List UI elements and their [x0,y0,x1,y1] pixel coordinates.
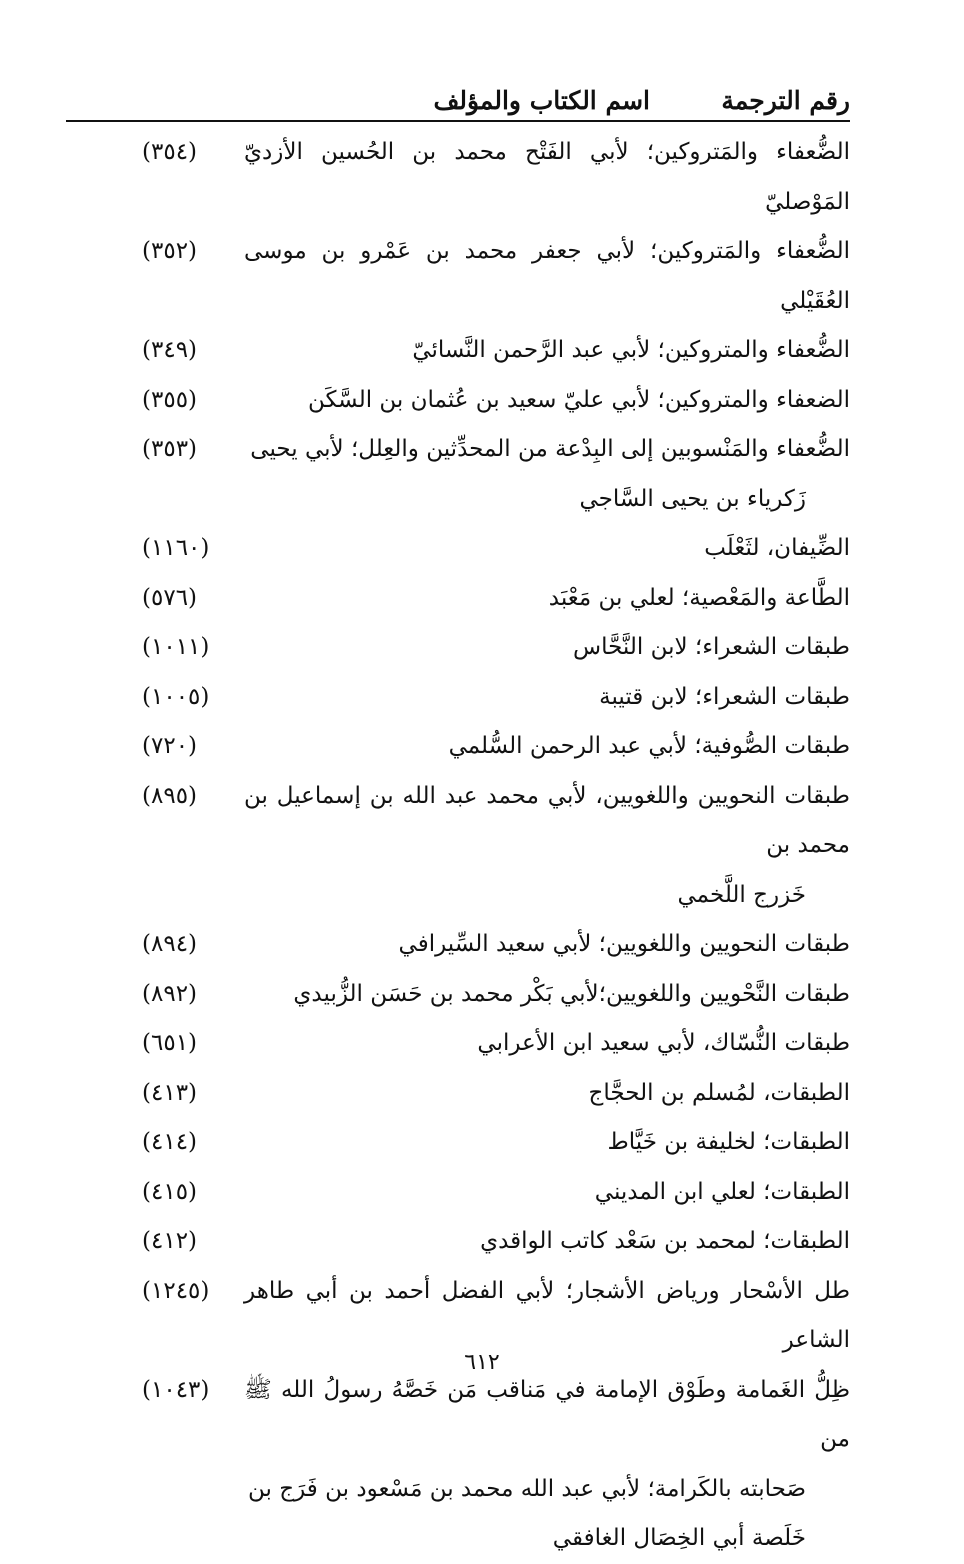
entry-number [142,920,252,970]
entry-title [244,1069,850,1119]
list-item [66,772,850,921]
entry-title-line: طبقات الصُّوفية؛ لأبي عبد الرحمن السُّلمي [448,733,850,759]
entry-number [142,227,252,277]
list-item [66,128,850,227]
entry-number [142,623,252,673]
entry-title [244,920,850,970]
entry-title [244,623,850,673]
entry-number [142,1168,252,1218]
entry-title [244,376,850,426]
list-item [66,1069,850,1119]
entry-title [244,970,850,1020]
entry-number-text: (١٠٠٥) [142,683,210,710]
list-item [66,623,850,673]
entry-number-text: (٤١٤) [142,1129,198,1155]
entry-title-line: الطبقات؛ لخليفة بن خَيَّاط [607,1129,850,1155]
list-item [66,227,850,326]
list-item [66,722,850,772]
entry-number [142,1069,252,1119]
page-number: ٦١٢ [464,1350,500,1375]
entry-title-line: الضُّعفاء والمَتروكين؛ لأبي الفَتْح محمد بن الحُسين الأزديّ المَوْصليّ [244,139,850,215]
table-header [66,80,850,120]
entry-title-line: ظِلُّ الغَمامة وطَوْق الإمامة في مَناقب مَن خَصَّهُ رسولُ الله ﷺ من [244,1376,850,1452]
entry-number-text: (١٢٤٥) [142,1277,210,1304]
entry-title-line: طبقات النحويين واللغويين؛ لأبي سعيد السِّيرافي [398,931,850,957]
entry-number-text: (١٠٤٣) [142,1376,210,1403]
entry-number-text: (١٠١١) [142,634,210,660]
entry-number-text: (٣٥٢) [142,238,198,264]
entry-number-text: (٣٥٣) [142,436,198,462]
list-item [66,1366,850,1564]
entry-number [142,970,252,1020]
entry-number [142,1267,252,1317]
entry-title-line: طبقات الشعراء؛ لابن النَّحَّاس [573,634,850,660]
list-item [66,920,850,970]
entry-number-text: (٨٩٤) [142,931,198,957]
entry-number-text: (١١٦٠) [142,535,210,561]
entry-title-line: الطبقات؛ لمحمد بن سَعْد كاتب الواقدي [480,1228,850,1254]
entry-title-line: خَلَصة أبي الخِصَال الغافقي [552,1525,806,1551]
entry-number-text: (٧٢٠) [142,733,198,759]
book-author-column-header: اسم الكتاب والمؤلف [433,86,650,115]
list-item [66,970,850,1020]
list-item [66,376,850,426]
entry-title-line: الضُّعفاء والمتروكين؛ لأبي عبد الرَّحمن النَّسائيّ [412,337,850,363]
entry-number [142,722,252,772]
entry-number [142,376,252,426]
entry-number-text: (٥٧٦) [142,584,198,611]
entry-title-line: الطبقات، لمُسلم بن الحجَّاج [588,1079,850,1106]
entry-number-column-header: رقم الترجمة [721,86,850,115]
entry-title [244,1118,850,1168]
entry-title [244,128,850,227]
entry-title-line: طبقات النُّسّاك، لأبي سعيد ابن الأعرابي [477,1030,850,1056]
entry-number [142,772,252,822]
entry-title [244,1019,850,1069]
entry-title [244,772,850,921]
list-item [66,1118,850,1168]
list-item [66,326,850,376]
entry-number [142,326,252,376]
entry-title [244,524,850,574]
list-item [66,1168,850,1218]
entry-number [142,574,252,624]
list-item [66,1217,850,1267]
entry-number-text: (٤١٢) [142,1228,198,1254]
entry-number-text: (٨٩٥) [142,782,198,809]
entry-title [244,722,850,772]
entry-title-line: الضُّعفاء والمَنْسوبين إلى البِدْعة من المحدِّثين والعِلل؛ لأبي يحيى [250,436,850,462]
entry-title-line: صَحابته بالكَرامة؛ لأبي عبد الله محمد بن مَسْعود بن فَرَج بن [248,1475,806,1502]
entry-number-text: (٨٩٢) [142,980,198,1007]
entry-title-line: الضِّيفان، لثَعْلَب [704,535,850,561]
entry-number [142,1019,252,1069]
entry-title-line: طبقات النحويين واللغويين، لأبي محمد عبد الله بن إسماعيل بن محمد بن [244,782,850,858]
entry-number [142,524,252,574]
list-item [66,1019,850,1069]
entry-number [142,425,252,475]
entry-number [142,1118,252,1168]
entry-title [244,673,850,723]
entry-title-line: طبقات الشعراء؛ لابن قتيبة [599,683,850,710]
list-item [66,574,850,624]
entry-list [66,128,850,1564]
list-item [66,524,850,574]
entry-number [142,128,252,178]
entry-number [142,1217,252,1267]
entry-title [244,1366,850,1564]
entry-title-line: الضُّعفاء والمَتروكين؛ لأبي جعفر محمد بن عَمْرو بن موسى العُقَيْلي [244,238,850,314]
entry-number-text: (٦٥١) [142,1030,198,1056]
entry-title-line: الطَّاعة والمَعْصية؛ لعلي بن مَعْبَد [548,584,850,611]
entry-title-line: طبقات النَّحْويين واللغويين؛لأبي بَكْر محمد بن حَسَن الزُّبيدي [293,980,850,1007]
entry-title-line: زَكرياء بن يحيى السَّاجي [579,485,806,512]
entry-title [244,227,850,326]
entry-number-text: (٣٥٥) [142,386,198,413]
entry-title [244,326,850,376]
list-item [66,425,850,524]
entry-title [244,574,850,624]
entry-number [142,673,252,723]
header-divider [66,120,850,122]
entry-title-line: خَزرج اللَّخمي [677,881,806,908]
entry-title [244,1168,850,1218]
entry-title-line: الطبقات؛ لعلي ابن المديني [594,1178,850,1205]
entry-number-text: (٤١٣) [142,1079,198,1106]
list-item [66,673,850,723]
entry-number-text: (٣٥٤) [142,139,198,165]
entry-number-text: (٣٤٩) [142,337,198,363]
entry-number-text: (٤١٥) [142,1178,198,1205]
entry-title-line: الضعفاء والمتروكين؛ لأبي عليّ سعيد بن عُثمان بن السَّكَن [307,386,850,413]
entry-title [244,425,850,524]
entry-title [244,1217,850,1267]
entry-title-line: طل الأسْحار ورياض الأشجار؛ لأبي الفضل أحمد بن أبي طاهر الشاعر [244,1277,850,1353]
